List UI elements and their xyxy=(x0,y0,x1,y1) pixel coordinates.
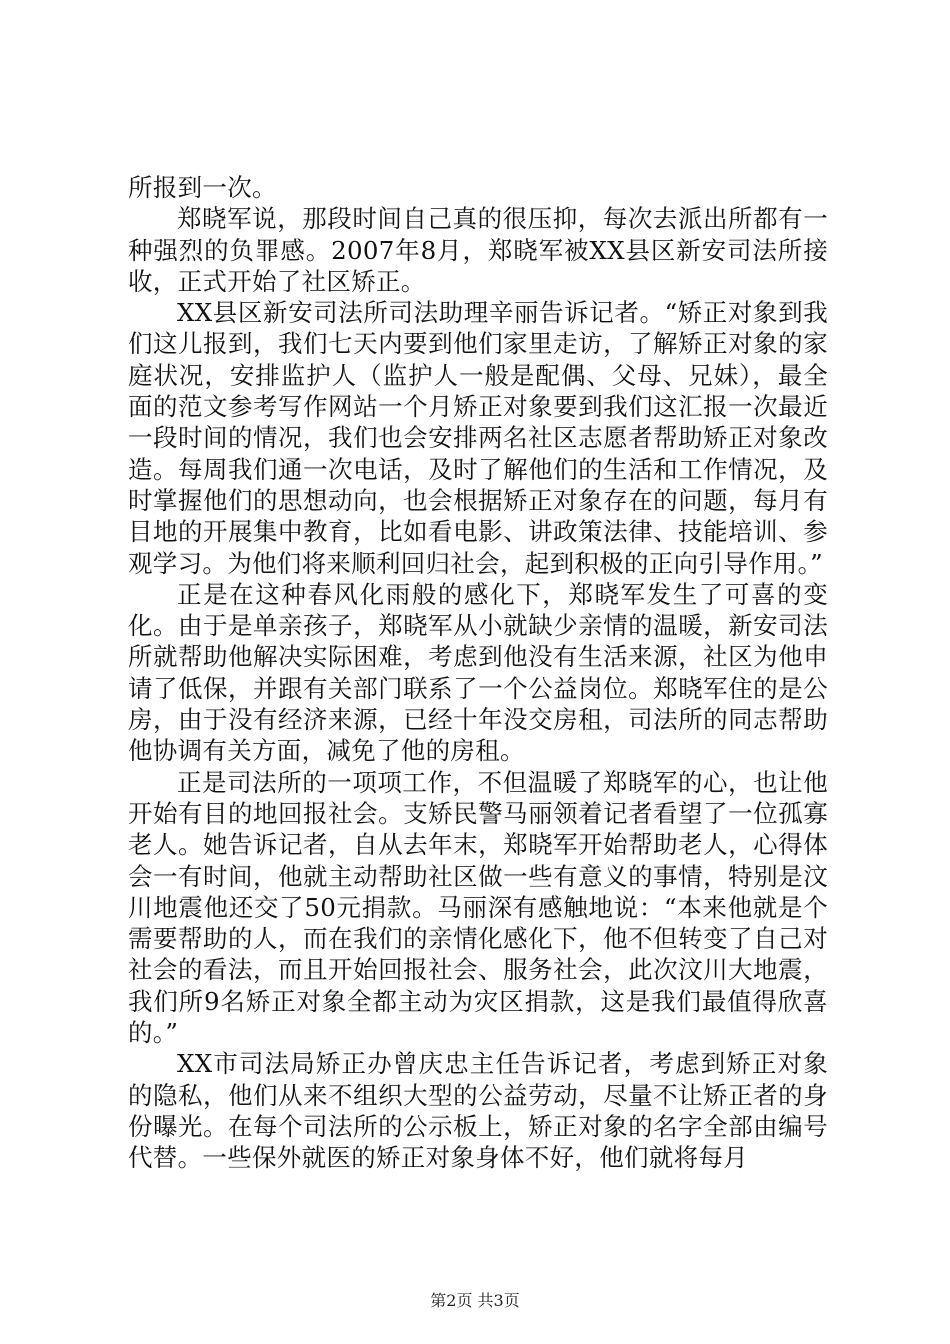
paragraph-6: XX市司法局矫正办曾庆忠主任告诉记者，考虑到矫正对象的隐私，他们从来不组织大型的公益劳动，尽量不让矫正者的身份曝光。在每个司法所的公示板上，矫正对象的名字全部由编号代替。一些保外就医的矫正对象身体不好，他们就将每月 xyxy=(128,1049,828,1173)
paragraph-5: 正是司法所的一项项工作，不但温暖了郑晓军的心，也让他开始有目的地回报社会。支矫民警马丽领着记者看望了一位孤寡老人。她告诉记者，自从去年末，郑晓军开始帮助老人，心得体会一有时间，他就主动帮助社区做一些有意义的事情，特别是汶川地震他还交了50元捐款。马丽深有感触地说：“本来他就是个需要帮助的人，而在我们的亲情化感化下，他不但转变了自己对社会的看法，而且开始回报社会、服务社会，此次汶川大地震，我们所9名矫正对象全都主动为灾区捐款，这是我们最值得欣喜的。” xyxy=(128,767,828,1048)
article-body xyxy=(128,172,828,1174)
paragraph-2: 郑晓军说，那段时间自己真的很压抑，每次去派出所都有一种强烈的负罪感。2007年8月，郑晓军被XX县区新安司法所接收，正式开始了社区矫正。 xyxy=(128,204,828,296)
paragraph-4: 正是在这种春风化雨般的感化下，郑晓军发生了可喜的变化。由于是单亲孩子，郑晓军从小就缺少亲情的温暖，新安司法所就帮助他解决实际困难，考虑到他没有生活来源，社区为他申请了低保，并跟有关部门联系了一个公益岗位。郑晓军住的是公房，由于没有经济来源，已经十年没交房租，司法所的同志帮助他协调有关方面，减免了他的房租。 xyxy=(128,579,828,766)
paragraph-1: 所报到一次。 xyxy=(128,173,277,202)
paragraph-3: XX县区新安司法所司法助理辛丽告诉记者。“矫正对象到我们这儿报到，我们七天内要到他们家里走访，了解矫正对象的家庭状况，安排监护人（监护人一般是配偶、父母、兄妹），最全面的范文参考写作网站一个月矫正对象要到我们这汇报一次最近一段时间的情况，我们也会安排两名社区志愿者帮助矫正对象改造。每周我们通一次电话，及时了解他们的生活和工作情况，及时掌握他们的思想动向，也会根据矫正对象存在的问题，每月有目地的开展集中教育，比如看电影、讲政策法律、技能培训、参观学习。为他们将来顺利回归社会，起到积极的正向引导作用。” xyxy=(128,298,828,578)
page-footer: 第2页 共3页 xyxy=(430,1291,520,1310)
